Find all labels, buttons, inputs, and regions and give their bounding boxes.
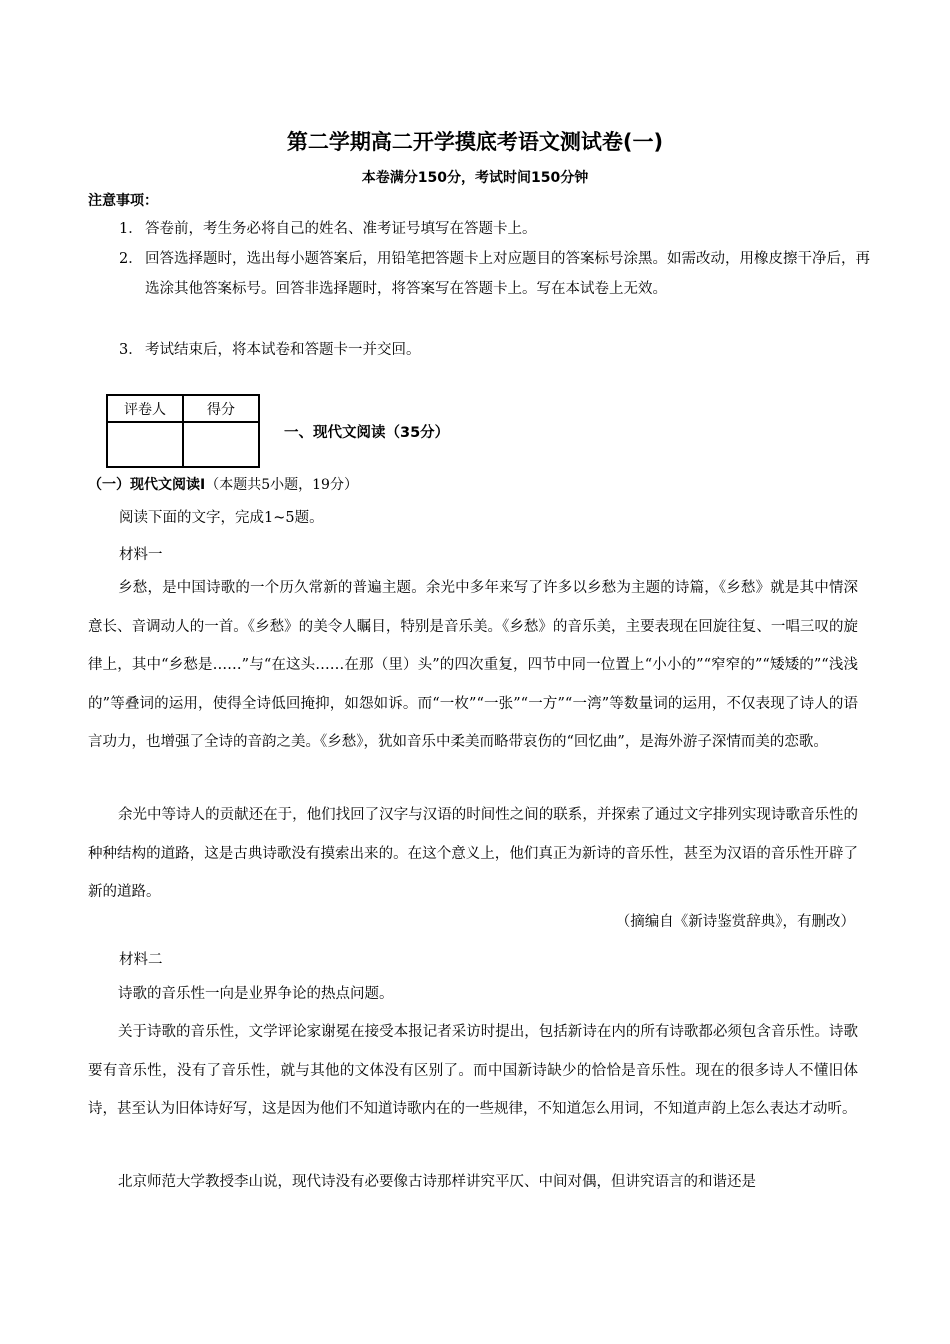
paragraph-text: 诗歌的音乐性一向是业界争论的热点问题。 (118, 986, 394, 1002)
material-label: 材料二 (119, 952, 163, 968)
source-citation: （摘编自《新诗鉴赏辞典》，有删改） (615, 914, 855, 930)
subsection-name: （一）现代文阅读I (88, 477, 206, 493)
material2-paragraph-2 (88, 1013, 858, 1129)
note-item (119, 214, 879, 244)
score-cell (183, 422, 259, 467)
grader-header: 评卷人 (107, 395, 183, 422)
paragraph-text: 北京师范大学教授李山说，现代诗没有必要像古诗那样讲究平仄、中间对偶，但讲究语言的和谐还是 (118, 1174, 756, 1190)
paragraph-text: 关于诗歌的音乐性，文学评论家谢冕在接受本报记者采访时提出，包括新诗在内的所有诗歌都必须包含音乐性。诗歌要有音乐性，没有了音乐性，就与其他的文体没有区别了。而中国新诗缺少的恰恰是音乐性。现在的很多诗人不懂旧体诗，甚至认为旧体诗好写，这是因为他们不知道诗歌内在的一些规律，不知道怎么用词，不知道声韵上怎么表达才动听。 (88, 1024, 858, 1117)
note-number: 2． (119, 251, 143, 267)
score-header: 得分 (183, 395, 259, 422)
material2-paragraph-1 (88, 975, 858, 1014)
page-title: 第二学期高二开学摸底考语文测试卷(一) (286, 130, 664, 154)
exam-info: 本卷满分150分，考试时间150分钟 (361, 170, 589, 186)
note-text: 答卷前，考生务必将自己的姓名、准考证号填写在答题卡上。 (145, 221, 537, 237)
material1-paragraph-2 (88, 796, 858, 912)
paragraph-text: 乡愁，是中国诗歌的一个历久常新的普遍主题。余光中多年来写了许多以乡愁为主题的诗篇，《乡愁》就是其中情深意长、音调动人的一首。《乡愁》的美令人瞩目，特别是音乐美。《乡愁》的音乐美，主要表现在回旋往复、一唱三叹的旋律上，其中“乡愁是……”与“在这头……在那（里）头”的四次重复，四节中同一位置上“小小的”“窄窄的”“矮矮的”“浅浅的”等叠词的运用，使得全诗低回掩抑，如怨如诉。而“一枚”“一张”“一方”“一湾”等数量词的运用，不仅表现了诗人的语言功力，也增强了全诗的音韵之美。《乡愁》，犹如音乐中柔美而略带哀伤的“回忆曲”，是海外游子深情而美的恋歌。 (88, 580, 858, 750)
material1-paragraph-1 (88, 569, 858, 762)
note-text: 回答选择题时，选出每小题答案后，用铅笔把答题卡上对应题目的答案标号涂黑。如需改动，用橡皮擦干净后，再选涂其他答案标号。回答非选择题时，将答案写在答题卡上。写在本试卷上无效。 (145, 251, 870, 297)
note-text: 考试结束后，将本试卷和答题卡一并交回。 (145, 342, 421, 358)
material2-paragraph-3 (88, 1163, 858, 1202)
section-title: 一、现代文阅读（35分） (284, 425, 450, 441)
material-label: 材料一 (119, 547, 163, 563)
subsection-info: （本题共5小题，19分） (205, 477, 358, 493)
note-number: 1． (119, 221, 143, 237)
instruction: 阅读下面的文字，完成1~5题。 (119, 510, 324, 526)
note-item (119, 335, 879, 365)
note-item (119, 244, 879, 336)
score-table (106, 394, 260, 468)
note-number: 3． (119, 342, 143, 358)
subsection-title (88, 474, 358, 494)
notes-heading: 注意事项： (88, 193, 158, 209)
paragraph-text: 余光中等诗人的贡献还在于，他们找回了汉字与汉语的时间性之间的联系，并探索了通过文字排列实现诗歌音乐性的种种结构的道路，这是古典诗歌没有摸索出来的。在这个意义上，他们真正为新诗的音乐性，甚至为汉语的音乐性开辟了新的道路。 (88, 807, 858, 900)
grader-cell (107, 422, 183, 467)
